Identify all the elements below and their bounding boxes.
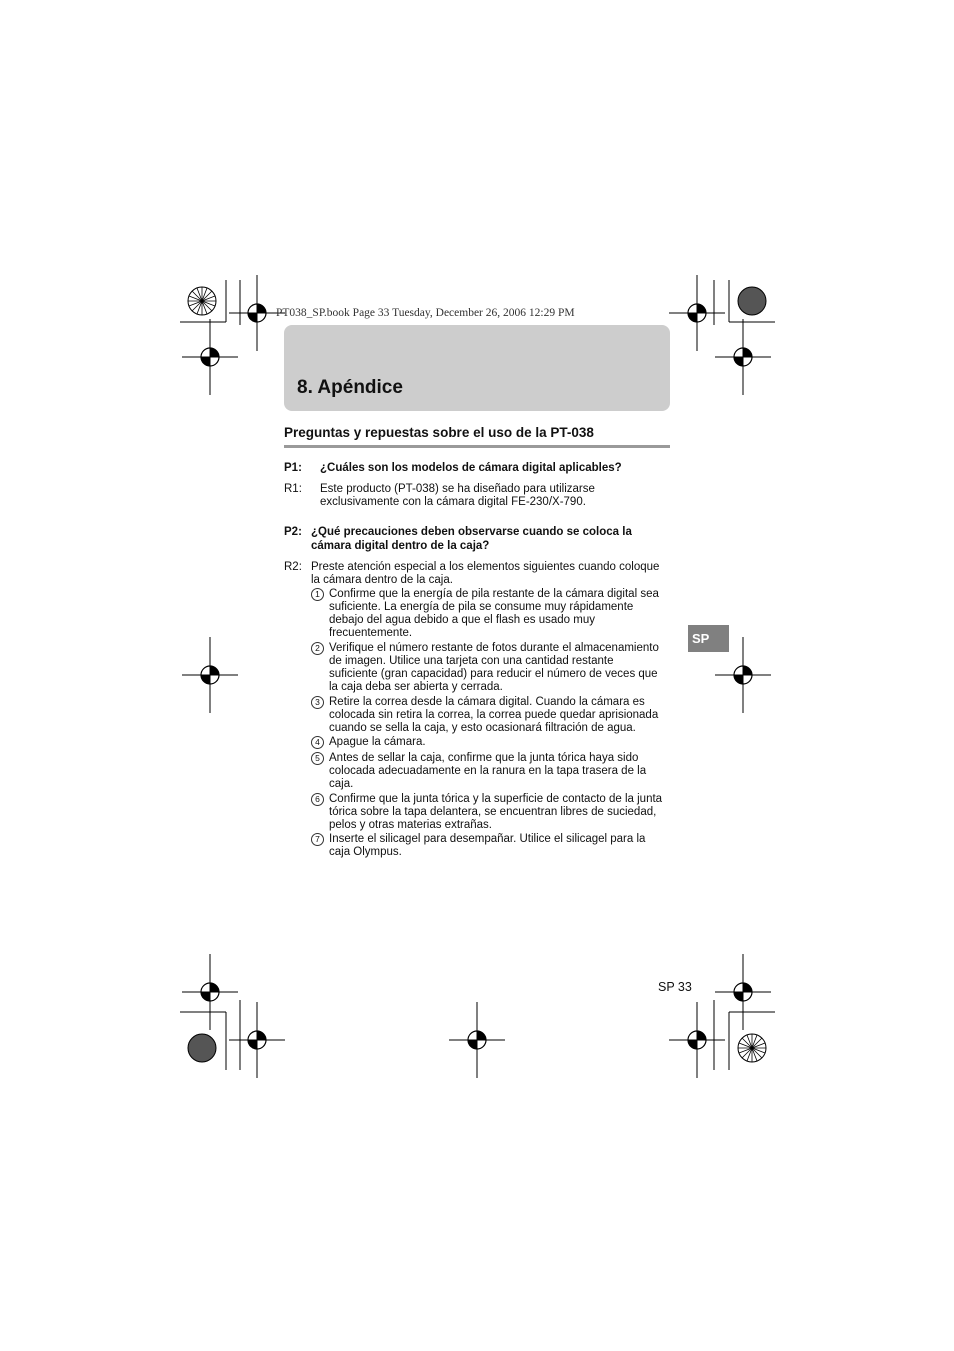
list-item [311, 833, 673, 859]
answer-1-line: exclusivamente con la cámara digital FE-230/X-790. [320, 496, 586, 508]
question-1-text: ¿Cuáles son los modelos de cámara digital aplicables? [320, 462, 622, 474]
item-line: frecuentemente. [329, 627, 413, 639]
item-line: caja. [329, 778, 354, 790]
question-1-tag: P1: [284, 462, 302, 474]
item-line: pelos y otras materias extrañas. [329, 819, 492, 831]
item-line: Confirme que la energía de pila restante de la cámara digital sea [329, 588, 659, 600]
answer-1 [284, 483, 674, 511]
answer-2-line: Preste atención especial a los elementos siguientes cuando coloque [311, 561, 660, 573]
answer-2 [284, 561, 674, 589]
item-line: colocada sin retira la correa, la correa puede quedar aprisionada [329, 709, 659, 721]
list-item [311, 752, 673, 791]
list-item [311, 642, 673, 694]
item-line: Confirme que la junta tórica y la superficie de contacto de la junta [329, 793, 663, 805]
answer-2-tag: R2: [284, 561, 302, 573]
language-tab: SP [688, 625, 729, 652]
list-item [311, 588, 673, 640]
item-number: 7 [311, 833, 324, 846]
item-line: tórica sobre la tapa delantera, se encuentran libres de suciedad, [329, 806, 657, 818]
question-2-line: cámara digital dentro de la caja? [311, 540, 490, 552]
item-line: suficiente. La energía de pila se consume muy rápidamente [329, 601, 634, 613]
item-line: Verifique el número restante de fotos durante el almacenamiento [329, 642, 659, 654]
item-line: caja Olympus. [329, 846, 402, 858]
item-line: la caja deba ser abierta y cerrada. [329, 681, 503, 693]
item-line: Inserte el silicagel para desempañar. Utilice el silicagel para la [329, 833, 646, 845]
item-line: Retire la correa desde la cámara digital. Cuando la cámara es [329, 696, 645, 708]
list-item [311, 793, 673, 832]
item-number: 1 [311, 588, 324, 601]
answer-1-line: Este producto (PT-038) se ha diseñado para utilizarse [320, 483, 595, 495]
list-item [311, 696, 673, 735]
answer-2-line: la cámara dentro de la caja. [311, 574, 453, 586]
answer-1-tag: R1: [284, 483, 302, 495]
item-number: 3 [311, 696, 324, 709]
item-line: Antes de sellar la caja, confirme que la junta tórica haya sido [329, 752, 639, 764]
question-1 [284, 462, 674, 476]
item-line: suficiente (gran capacidad) para reducir el número de veces que [329, 668, 658, 680]
item-number: 4 [311, 736, 324, 749]
item-line: Apague la cámara. [329, 736, 426, 748]
item-line: debajo del agua debido a que el flash es usado muy [329, 614, 595, 626]
item-line: cuando se sella la caja, y esto ocasionará filtración de agua. [329, 722, 636, 734]
item-line: colocada adecuadamente en la ranura en la tapa trasera de la [329, 765, 647, 777]
question-2-line: ¿Qué precauciones deben observarse cuando se coloca la [311, 526, 632, 538]
chapter-title: 8. Apéndice [297, 377, 403, 398]
item-number: 5 [311, 752, 324, 765]
item-line: de imagen. Utilice una tarjeta con una cantidad restante [329, 655, 614, 667]
question-2 [284, 526, 674, 554]
print-header-line: PT038_SP.book Page 33 Tuesday, December 26, 2006 12:29 PM [276, 307, 575, 319]
question-2-tag: P2: [284, 526, 302, 538]
item-number: 6 [311, 793, 324, 806]
page-number: SP 33 [658, 980, 692, 994]
list-item [311, 736, 673, 749]
section-title: Preguntas y repuestas sobre el uso de la PT-038 [284, 425, 594, 440]
section-divider [284, 445, 670, 448]
item-number: 2 [311, 642, 324, 655]
